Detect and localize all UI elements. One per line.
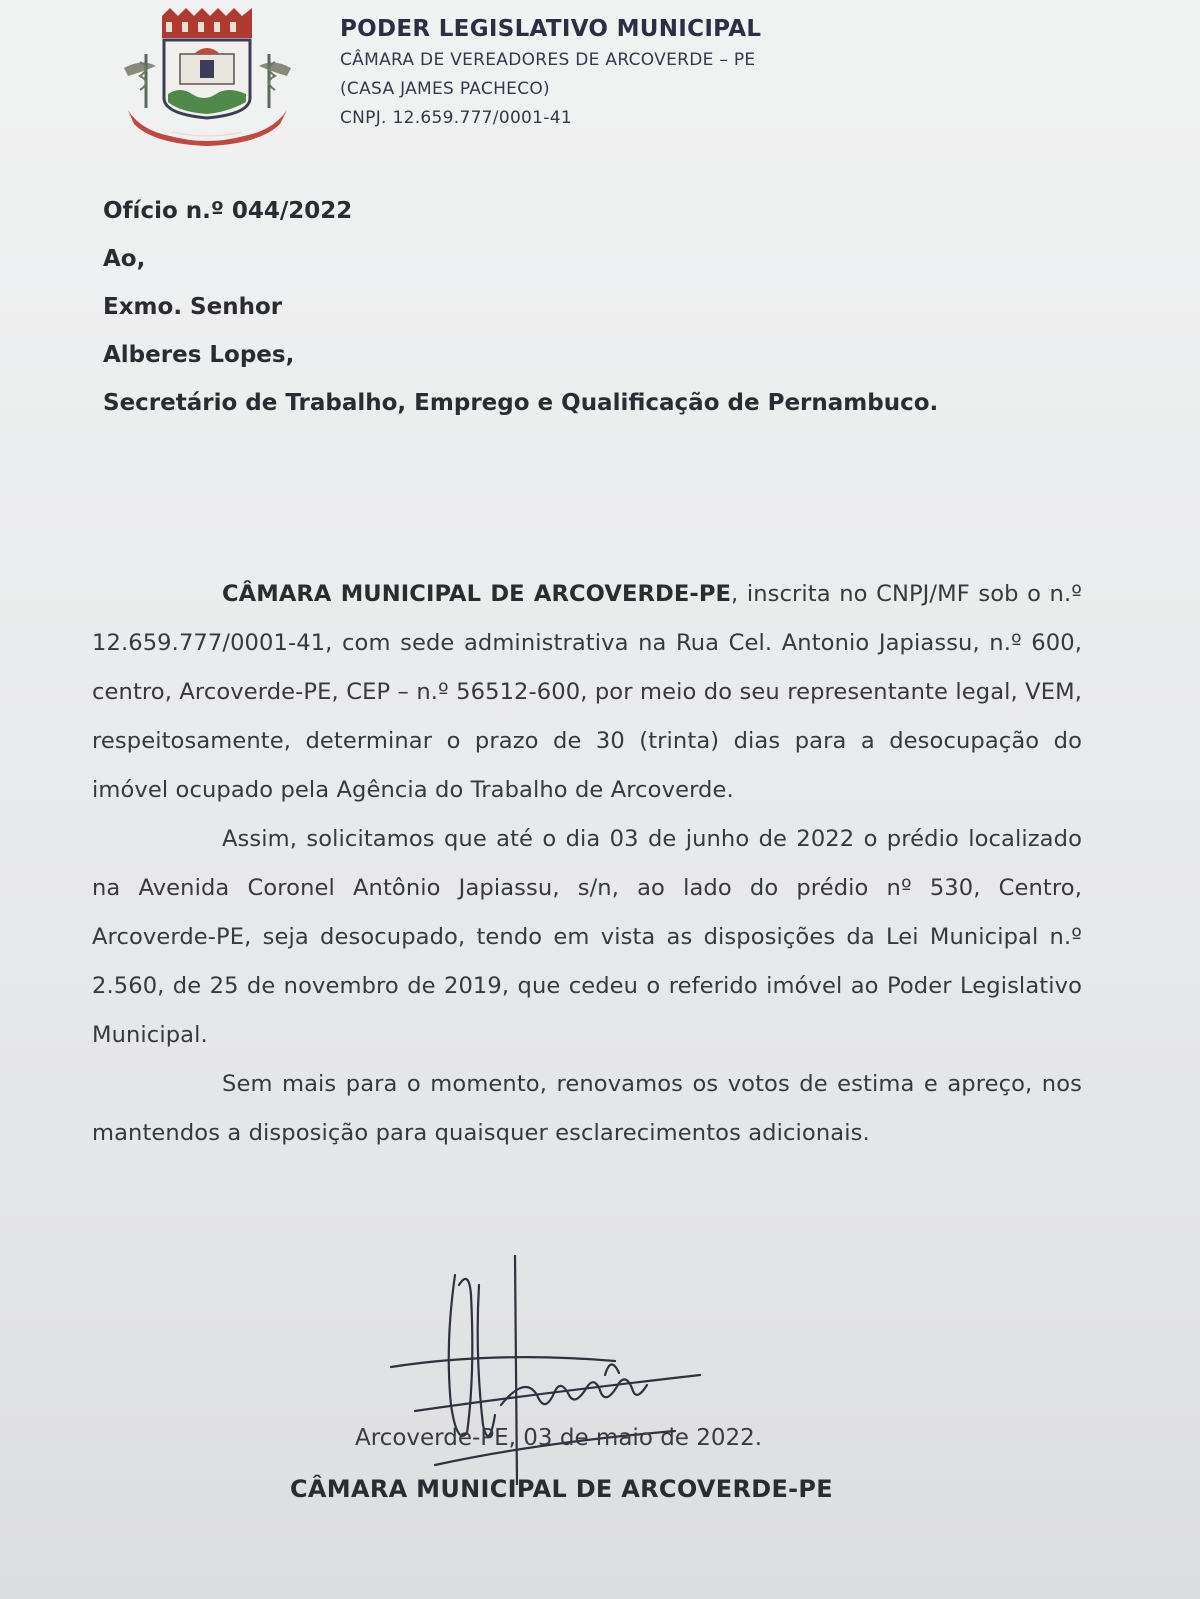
- letterhead: [120, 6, 1120, 156]
- paragraph-1: [92, 570, 1082, 815]
- recipient-treatment: Exmo. Senhor: [103, 294, 283, 320]
- municipal-crest-icon: [120, 6, 295, 148]
- letterhead-cnpj: CNPJ. 12.659.777/0001-41: [340, 108, 572, 128]
- signatory-organization: CÂMARA MUNICIPAL DE ARCOVERDE-PE: [290, 1475, 834, 1503]
- letterhead-house: (CASA JAMES PACHECO): [340, 79, 550, 99]
- paragraph-3: Sem mais para o momento, renovamos os votos de estima e apreço, nos mantendos a disposição para quaisquer esclarecimentos adicionais.: [92, 1071, 1082, 1146]
- paragraph-2: Assim, solicitamos que até o dia 03 de junho de 2022 o prédio localizado na Avenida Coronel Antônio Japiassu, s/n, ao lado do prédio nº 530, Centro, Arcoverde-PE, seja desocupado, tendo em vista as disposições da Lei Municipal n.º 2.560, de 25 de novembro de 2019, que cedeu o referido imóvel ao Poder Legislativo Municipal.: [92, 826, 1082, 1048]
- oficio-number: Ofício n.º 044/2022: [103, 198, 353, 224]
- paragraph-1-bold: CÂMARA MUNICIPAL DE ARCOVERDE-PE: [222, 581, 732, 607]
- recipient-name: Alberes Lopes,: [103, 342, 295, 368]
- paragraph-1-text: , inscrita no CNPJ/MF sob o n.º 12.659.777/0001-41, com sede administrativa na Rua Cel. Antonio Japiassu, n.º 600, centro, Arcoverde-PE, CEP – n.º 56512-600, por meio do seu representante legal, VEM, respeitosamente, determinar o prazo de 30 (trinta) dias para a desocupação do imóvel ocupado pela Agência do Trabalho de Arcoverde.: [92, 581, 1082, 803]
- letterhead-chamber: CÂMARA DE VEREADORES DE ARCOVERDE – PE: [340, 50, 756, 70]
- place-and-date: Arcoverde-PE, 03 de maio de 2022.: [355, 1425, 763, 1451]
- salutation-ao: Ao,: [103, 246, 146, 272]
- letter-body: [92, 570, 1082, 1158]
- letterhead-title: PODER LEGISLATIVO MUNICIPAL: [340, 16, 762, 42]
- recipient-block: [103, 198, 1103, 438]
- recipient-role: Secretário de Trabalho, Emprego e Qualificação de Pernambuco.: [103, 390, 939, 416]
